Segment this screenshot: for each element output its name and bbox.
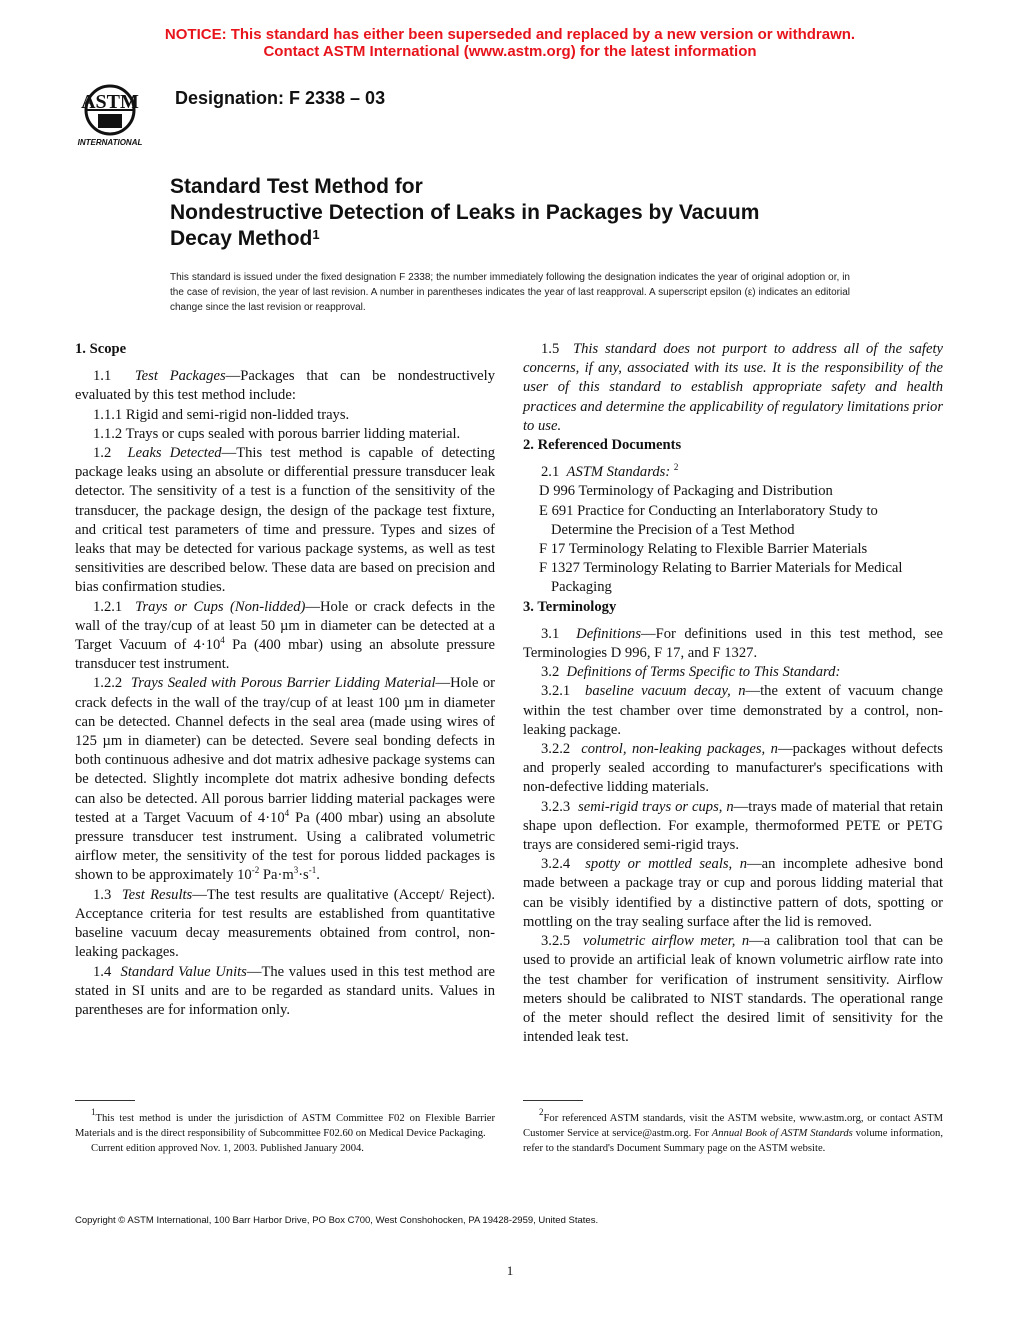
title-footnote-mark: 1 <box>312 227 320 242</box>
para-3-1: 3.1 Definitions—For definitions used in this test method, see Terminologies D 996, F 17, and F 1327. <box>523 625 943 662</box>
footnote-2: $^2$For referenced ASTM standards, visit the ASTM website, www.astm.org, or contact ASTM Customer Service at service@astm.org. For Annual Book of ASTM Standards volume information, refer to the standard's Document Summary page on the ASTM website. <box>523 1107 943 1154</box>
terminology-heading: 3. Terminology <box>523 598 617 615</box>
title-line-2: Nondestructive Detection of Leaks in Packages by Vacuum <box>170 201 760 224</box>
para-3-2-2: 3.2.2 control, non-leaking packages, n—packages without defects and properly sealed according to manufacturer's specifications with non-defective lidding materials. <box>523 741 943 796</box>
left-column <box>75 340 495 1020</box>
withdrawal-notice <box>0 26 1020 60</box>
para-3-2-3: 3.2.3 semi-rigid trays or cups, n—trays made of material that retain shape upon deflection. For example, thermoformed PETE or PETG trays are considered semi-rigid trays. <box>523 798 943 854</box>
para-3-2-1: 3.2.1 baseline vacuum decay, n—the extent of vacuum change within the test chamber over time demonstrated by a control, non-leaking package. <box>523 683 943 738</box>
para-1-3: 1.3 Test Results—The test results are qualitative (Accept/ Reject). Acceptance criteria for test results are established from quantitative baseline vacuum decay measurements obtained from control, non-leaking packages. <box>75 886 496 961</box>
document-title <box>170 174 930 252</box>
para-1-1: 1.1 Test Packages—Packages that can be nondestructively evaluated by this test method include: <box>75 368 496 404</box>
footnote-rule <box>75 1100 135 1101</box>
para-1-2: 1.2 Leaks Detected—This test method is capable of detecting package leaks using an absolute or differential pressure transducer leak detector. The sensitivity of a test is a function of the sensitivity of the transducer, the package design, the design of the package test fixture, and critical test parameters of time and pressure. Types and sizes of leaks that may be detected for various package systems, as well as test sensitivities are described below. These data are based on precision and bias confirmation studies. <box>75 445 496 596</box>
title-line-3-text: Decay Method <box>170 227 313 250</box>
right-footnote-area <box>523 1100 943 1156</box>
copyright: Copyright © ASTM International, 100 Barr Harbor Drive, PO Box C700, West Conshohocken, PA 19428-2959, United States. <box>75 1215 599 1226</box>
notice-line-2: Contact ASTM International (www.astm.org) for the latest information <box>263 43 757 60</box>
para-1-5: 1.5 This standard does not purport to address all of the safety concerns, if any, associated with its use. It is the responsibility of the user of this standard to establish appropriate safety and health practices and determine the applicability of regulatory limitations prior to use. <box>523 341 943 434</box>
astm-logo-icon <box>68 80 163 150</box>
para-3-2-5: 3.2.5 volumetric airflow meter, n—a calibration tool that can be used to provide an artificial leak of known volumetric airflow rate into the test chamber for verification of instrument sensitivity. Airflow meters should be calibrated to NIST standards. The operational range of the meter should reflect the desired limit of sensitivity for the intended leak test. <box>523 933 943 1046</box>
reference-e691: E 691 Practice for Conducting an Interlaboratory Study to Determine the Precision of a Test Method <box>539 502 878 538</box>
title-line-1: Standard Test Method for <box>170 175 423 198</box>
logo-text: ASTM <box>81 91 139 113</box>
footnote-1: $^1$This test method is under the jurisdiction of ASTM Committee F02 on Flexible Barrier Materials and is the direct responsibility of Subcommittee F02.60 on Medical Device Packaging. Current edition approved Nov. 1, 2003. Published January 2004. <box>75 1107 495 1154</box>
issued-note: This standard is issued under the fixed designation F 2338; the number immediately following the designation indicates the year of original adoption or, in the case of revision, the year of last revision. A number in parentheses indicates the year of last reapproval. A superscript epsilon (ε) indicates an editorial change since the last revision or reapproval. <box>170 272 850 313</box>
para-3-2-4: 3.2.4 spotty or mottled seals, n—an incomplete adhesive bond made between a package tray or cup and porous lidding material that can be visibly identified by a distinctive pattern of dots, spotting or mottling on the tray sealing surface after the lid is removed. <box>523 856 943 930</box>
logo-subtext: INTERNATIONAL <box>77 138 143 147</box>
reference-d996: D 996 Terminology of Packaging and Distribution <box>539 483 833 500</box>
scope-heading: 1. Scope <box>75 341 127 357</box>
referenced-documents-heading: 2. Referenced Documents <box>523 437 682 454</box>
para-1-2-2: 1.2.2 Trays Sealed with Porous Barrier Lidding Material—Hole or crack defects in the wall of the tray/cup of at least 100 µm in diameter can be detected. Channel defects in the seal area (made using wires of 125 µm in diameter) can be detected. Severe seal bonding defects in both continuous adhesive and dot matrix adhesive package systems can be detected. Slightly incomplete dot matrix adhesive bonding defects can also be detected. All porous barrier lidding material packages were tested at a Target Vacuum of $4\cdot 10^4$ Pa (400 mbar) using an absolute pressure transducer test instrument. Using a calibrated volumetric airflow meter, the sensitivity of the test for porous lidded packages is shown to be approximately $10^{-2}$ $Pa\cdot m^3\cdot s^{-1}$. <box>75 675 495 884</box>
designation: Designation: F 2338 – 03 <box>175 88 386 108</box>
para-1-1-2: 1.1.2 Trays or cups sealed with porous barrier lidding material. <box>93 425 461 442</box>
page-number: 1 <box>506 1263 514 1278</box>
astm-logo <box>68 80 163 150</box>
reference-f1327: F 1327 Terminology Relating to Barrier Materials for Medical Packaging <box>539 560 903 596</box>
footnote-rule <box>523 1100 583 1101</box>
para-2-1: 2.1 ASTM Standards: $^2$ <box>541 462 679 481</box>
para-3-2: 3.2 Definitions of Terms Specific to This Standard: <box>541 664 841 681</box>
para-1-2-1: 1.2.1 Trays or Cups (Non-lidded)—Hole or crack defects in the wall of the tray/cup of at least 50 µm in diameter can be detected at a Target Vacuum of $4\cdot 10^4$ Pa (400 mbar) using an absolute pressure transducer test instrument. <box>75 598 496 673</box>
notice-line-1: NOTICE: This standard has either been superseded and replaced by a new version or withdrawn. <box>164 26 856 43</box>
right-column <box>523 340 943 1047</box>
para-1-4: 1.4 Standard Value Units—The values used in this test method are stated in SI units and are to be regarded as standard units. Values in parentheses are for information only. <box>75 963 495 1018</box>
reference-f17: F 17 Terminology Relating to Flexible Barrier Materials <box>539 541 868 558</box>
title-line-3 <box>170 226 930 252</box>
para-1-1-1: 1.1.1 Rigid and semi-rigid non-lidded trays. <box>93 406 350 423</box>
left-footnote-area <box>75 1100 495 1156</box>
